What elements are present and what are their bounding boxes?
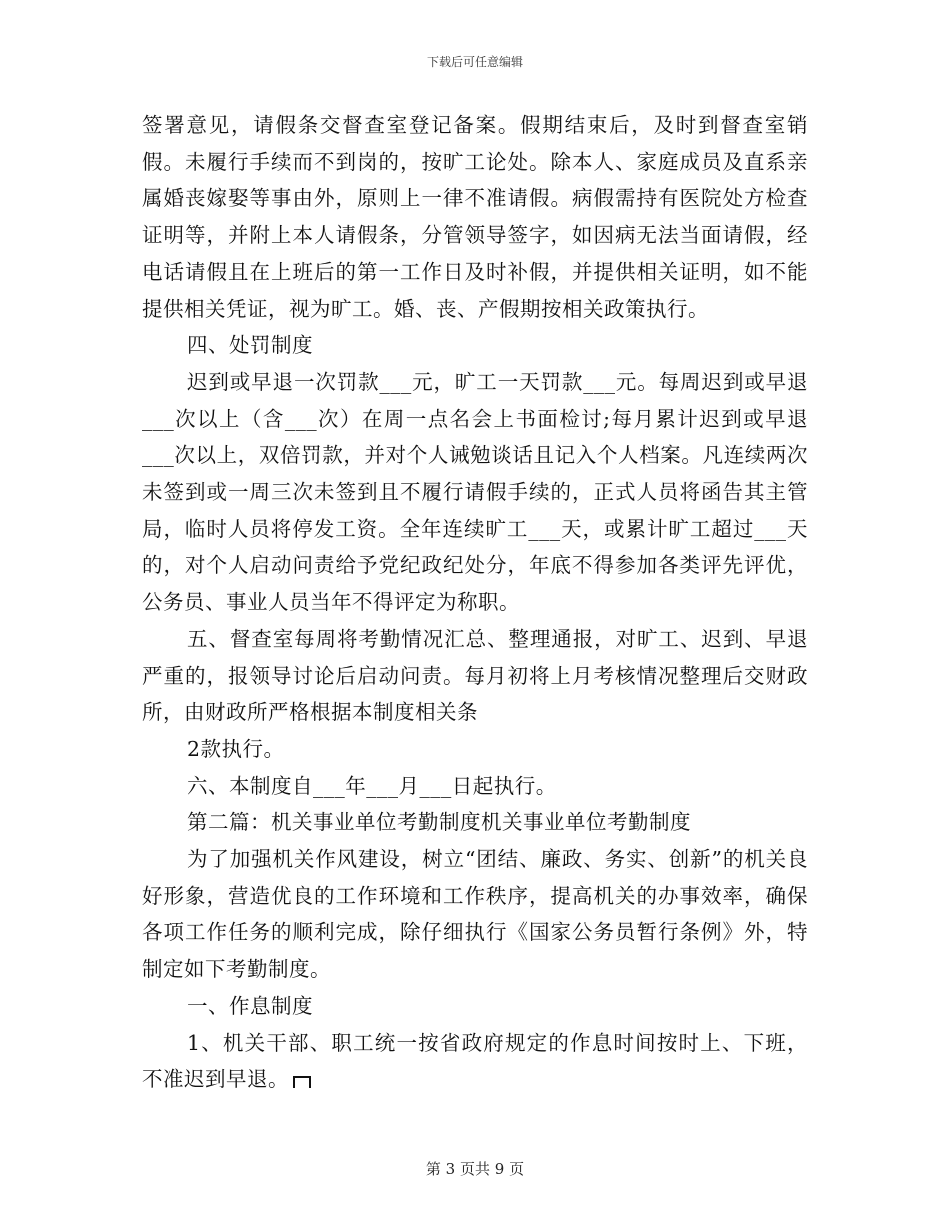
heading-second-article: 第二篇：机关事业单位考勤制度机关事业单位考勤制度 <box>187 810 691 835</box>
heading-work-schedule: 一、作息制度 <box>187 993 313 1018</box>
paragraph-supervision: 五、督查室每周将考勤情况汇总、整理通报，对旷工、迟到、早退严重的，报领导讨论后启动问责。每月初将上月考核情况整理后交财政所，由财政所严格根据本制度相关条 <box>142 626 808 725</box>
paragraph-purpose: 为了加强机关作风建设，树立“团结、廉政、务实、创新”的机关良好形象，营造优良的工作环境和工作秩序，提高机关的办事效率，确保各项工作任务的顺利完成，除仔细执行《国家公务员暂行条例》外，特制定如下考勤制度。 <box>142 847 808 982</box>
document-body <box>142 107 808 1098</box>
paragraph-schedule-rule <box>142 1025 808 1098</box>
page-footer: 第 3 页共 9 页 <box>425 1160 525 1178</box>
page-header: 下载后可任意编辑 <box>426 55 523 69</box>
paragraph-leave-procedure: 签署意见，请假条交督查室登记备案。假期结束后，及时到督查室销假。未履行手续而不到岗的，按旷工论处。除本人、家庭成员及直系亲属婚丧嫁娶等事由外，原则上一律不准请假。病假需持有医院处方检查证明等，并附上本人请假条，分管领导签字，如因病无法当面请假，经电话请假且在上班后的第一工作日及时补假，并提供相关证明，如不能提供相关凭证，视为旷工。婚、丧、产假期按相关政策执行。 <box>142 113 808 321</box>
schedule-rule-text: 1、机关干部、职工统一按省政府规定的作息时间按时上、下班，不准迟到早退。 <box>142 1030 808 1092</box>
paragraph-penalties: 迟到或早退一次罚款___元，旷工一天罚款___元。每周迟到或早退___次以上（含___次）在周一点名会上书面检讨;每月累计迟到或早退___次以上，双倍罚款，并对个人诫勉谈话且记入个人档案。凡连续两次未签到或一周三次未签到且不履行请假手续的，正式人员将函告其主管局，临时人员将停发工资。全年连续旷工___天，或累计旷工超过___天的，对个人启动问责给予党纪政纪处分，年底不得参加各类评先评优，公务员、事业人员当年不得评定为称职。 <box>142 369 808 615</box>
heading-penalty-system: 四、处罚制度 <box>187 333 313 358</box>
paragraph-effective-date: 六、本制度自___年___月___日起执行。 <box>187 773 557 798</box>
bracket-mark-icon <box>293 1076 311 1088</box>
paragraph-clause-execution: 2款执行。 <box>187 736 285 761</box>
